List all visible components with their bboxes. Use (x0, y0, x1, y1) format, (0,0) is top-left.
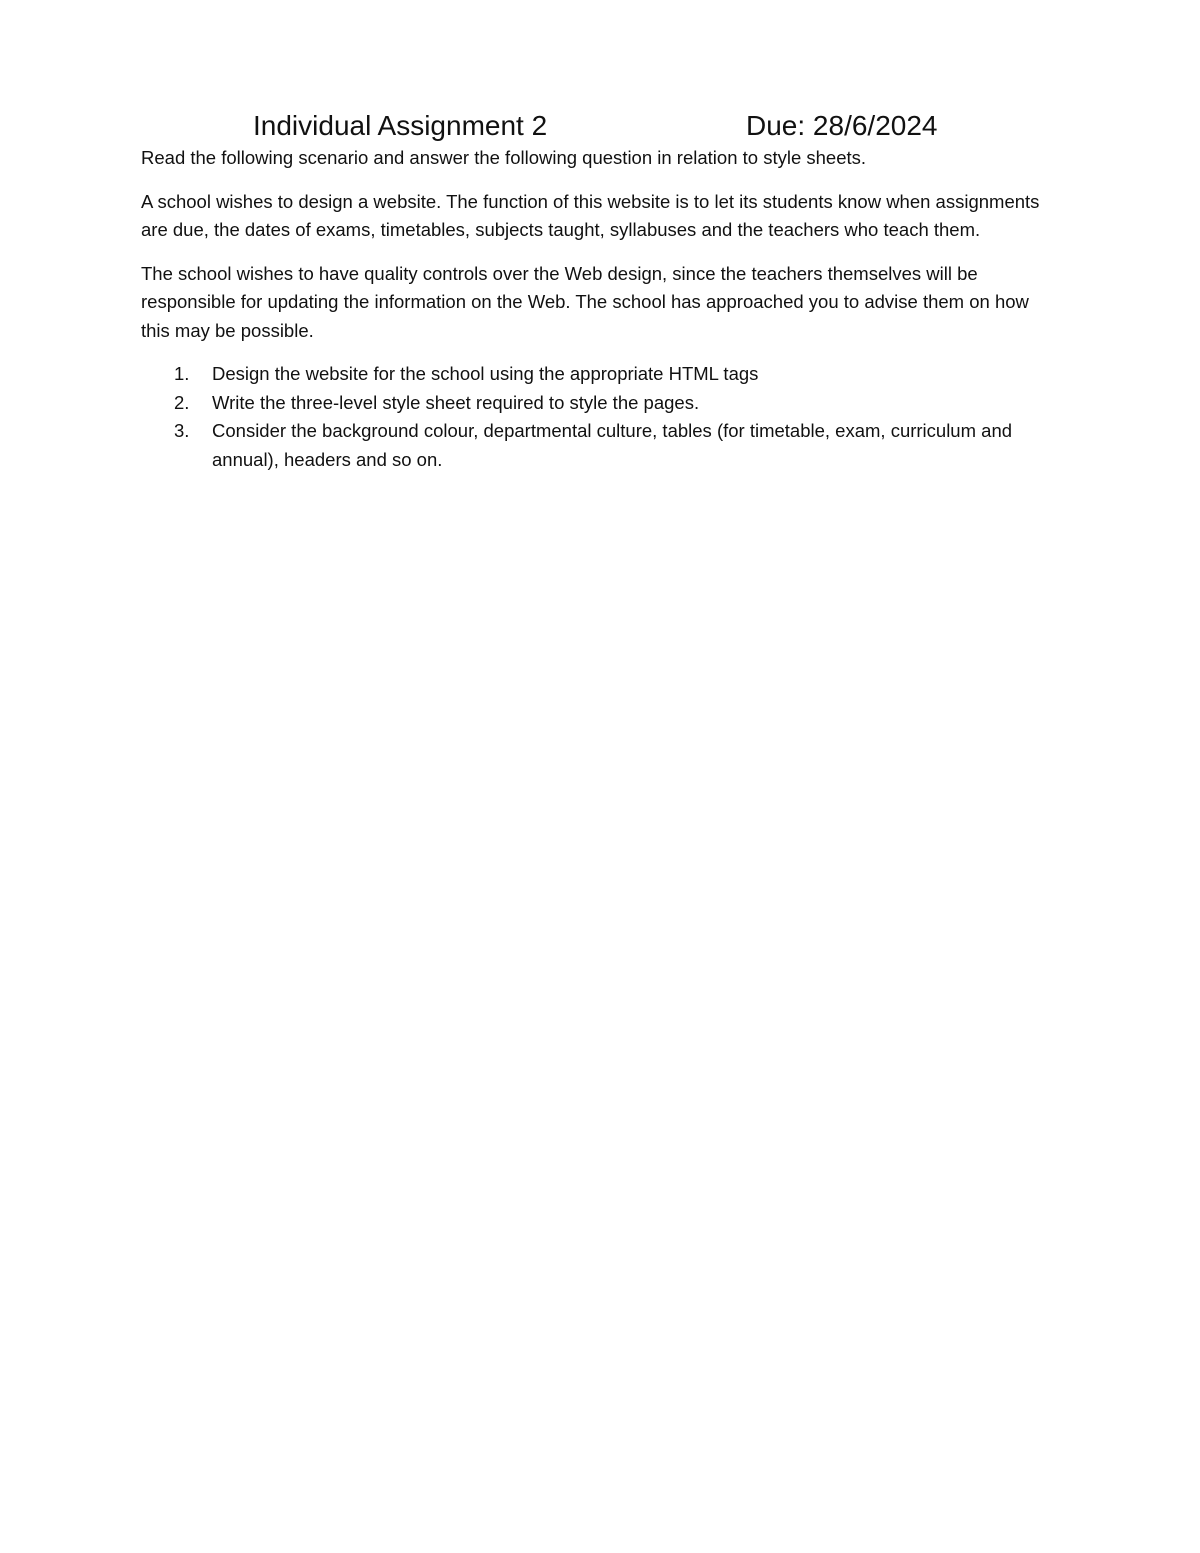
header-row (0, 106, 1200, 146)
intro-paragraph: Read the following scenario and answer the following question in relation to style sheets. (141, 147, 867, 168)
list-item-text: Design the website for the school using the appropriate HTML tags (212, 363, 759, 384)
list-item-text: Consider the background colour, departmental culture, tables (for timetable, exam, curriculum and annual), headers and so on. (212, 420, 1013, 470)
question-list (141, 360, 1061, 474)
list-item-number: 1. (174, 363, 190, 384)
document-body (141, 144, 1061, 474)
requirements-paragraph: The school wishes to have quality controls over the Web design, since the teachers themselves will be responsible for updating the information on the Web. The school has approached you to advise them on how this may be possible. (141, 262, 1029, 341)
scenario-paragraph: A school wishes to design a website. The function of this website is to let its students know when assignments are due, the dates of exams, timetables, subjects taught, syllabuses and the teachers who teach them. (141, 190, 1040, 240)
assignment-title: Individual Assignment 2 (253, 110, 548, 141)
list-item-number: 2. (174, 391, 190, 413)
list-item (141, 417, 1061, 474)
due-date: Due: 28/6/2024 (746, 110, 938, 141)
list-item (141, 389, 1061, 418)
list-item-text: Write the three-level style sheet required to style the pages. (212, 391, 700, 413)
list-item-number: 3. (174, 420, 190, 441)
list-item (141, 360, 1061, 389)
